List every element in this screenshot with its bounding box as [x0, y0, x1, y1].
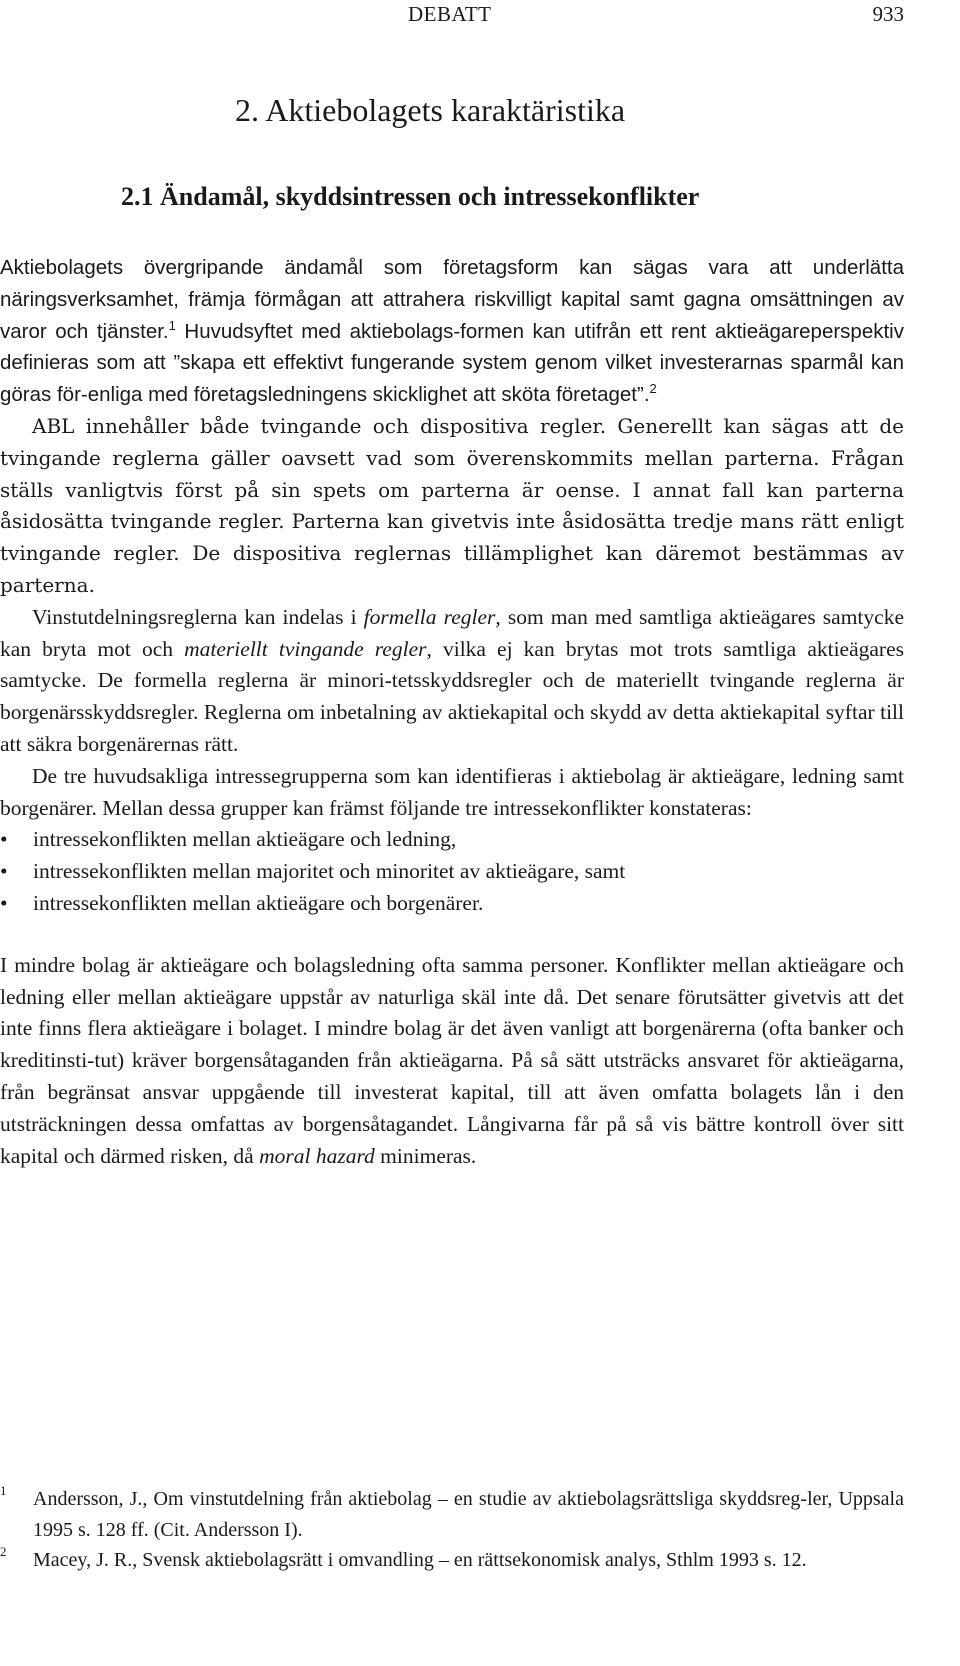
subsection-title: 2.1 Ändamål, skyddsintressen och intressekonflikter	[121, 182, 700, 211]
paragraph-5-part-b: minimeras.	[374, 1143, 477, 1168]
footnote-2	[0, 1545, 904, 1576]
paragraph-3-part-a: Vinstutdelningsreglerna kan indelas i	[32, 604, 364, 629]
footnote-number: 2	[0, 1544, 7, 1559]
paragraph-1	[0, 252, 904, 411]
page-number: 933	[872, 2, 904, 26]
footnote-1	[0, 1484, 904, 1545]
footnote-text: Macey, J. R., Svensk aktiebolagsrätt i omvandling – en rättsekonomisk analys, Sthlm 1993 s. 12.	[33, 1549, 807, 1571]
moral-hazard-term: moral hazard	[259, 1143, 375, 1168]
page-header	[0, 2, 960, 32]
footnote-ref-2[interactable]: 2	[649, 381, 657, 397]
list-item: • intressekonflikten mellan majoritet och minoritet av aktieägare, samt	[0, 856, 904, 888]
paragraph-3-part-c: , vilka ej kan brytas mot trots samtliga aktieägares samtycke. De formella reglerna är minori-tetsskyddsregler och de materiellt tvingande reglerna är borgenärsskyddsregler. Reglerna om inbetalning av aktiekapital och skydd av detta aktiekapital syftar till att säkra borgenärernas rätt.	[0, 636, 905, 756]
paragraph-3	[0, 602, 904, 761]
paragraph-1-part-b: Huvudsyftet med aktiebolags-formen kan utifrån ett rent aktieägareperspektiv definieras som att ”skapa ett effektivt fungerande system genom vilket investerarnas sparmål kan göras för-enliga med företagsledningens skicklighet att sköta företaget”.	[0, 319, 904, 407]
list-item: • intressekonflikten mellan aktieägare och borgenärer.	[0, 888, 904, 920]
running-head: DEBATT	[408, 2, 492, 26]
paragraph-4: De tre huvudsakliga intressegrupperna som kan identifieras i aktiebolag är aktieägare, ledning samt borgenärer. Mellan dessa grupper kan främst följande tre intressekonflikter konstateras:	[0, 763, 904, 820]
footnotes	[0, 1484, 904, 1576]
formella-regler-term: formella regler	[363, 604, 496, 629]
materiellt-tvingande-term: materiellt tvingande regler	[184, 636, 427, 661]
paragraph-5-part-a: I mindre bolag är aktieägare och bolagsledning ofta samma personer. Konflikter mellan aktieägare och ledning eller mellan aktieägare uppstår av naturliga skäl inte då. Det senare förutsätter givetvis att det inte finns flera aktieägare i bolaget. I mindre bolag är det även vanligt att borgenärerna (ofta banker och kreditinsti-tut) kräver borgensåtaganden från aktieägarna. På så sätt utsträcks ansvaret för aktieägarna, från begränsat ansvar uppgående till investerat kapital, till att även omfatta bolagets lån i den utsträckningen dessa omfattas av borgensåtagandet. Långivarna får på så vis bättre kontroll över sitt kapital och därmed risken, då	[0, 952, 904, 1168]
spacer	[0, 920, 904, 950]
conflict-list	[0, 824, 904, 919]
footnote-ref-1[interactable]: 1	[168, 317, 176, 333]
paragraph-1-part-a: Aktiebolagets övergripande ändamål som företagsform kan sägas vara att underlätta näringsverksamhet, främja förmågan att attrahera riskvilligt kapital samt gagna omsättningen av varor och tjänster.	[0, 256, 904, 343]
list-item: • intressekonflikten mellan aktieägare och ledning,	[0, 824, 904, 856]
paragraph-2: ABL innehåller både tvingande och dispositiva regler. Generellt kan sägas att de tvingande reglerna gäller oavsett vad som överenskommits mellan parterna. Frågan ställs vanligtvis först på sin spets om parterna är oense. I annat fall kan parterna åsidosätta tvingande regler. Parterna kan givetvis inte åsidosätta tredje mans rätt enligt tvingande regler. De dispositiva reglernas tillämplighet kan däremot bestämmas av parterna.	[0, 413, 904, 597]
footnote-number: 1	[0, 1483, 7, 1498]
footnote-text: Andersson, J., Om vinstutdelning från aktiebolag – en studie av aktiebolagsrättsliga skyddsreg-ler, Uppsala 1995 s. 128 ff. (Cit. Andersson I).	[33, 1488, 904, 1541]
section-title: 2. Aktiebolagets karaktäristika	[235, 92, 626, 128]
paragraph-5	[0, 950, 904, 1173]
paragraph-3-part-b: , som man med samtliga aktieägares samtycke kan bryta mot och	[0, 604, 904, 661]
body-text	[0, 252, 904, 1172]
